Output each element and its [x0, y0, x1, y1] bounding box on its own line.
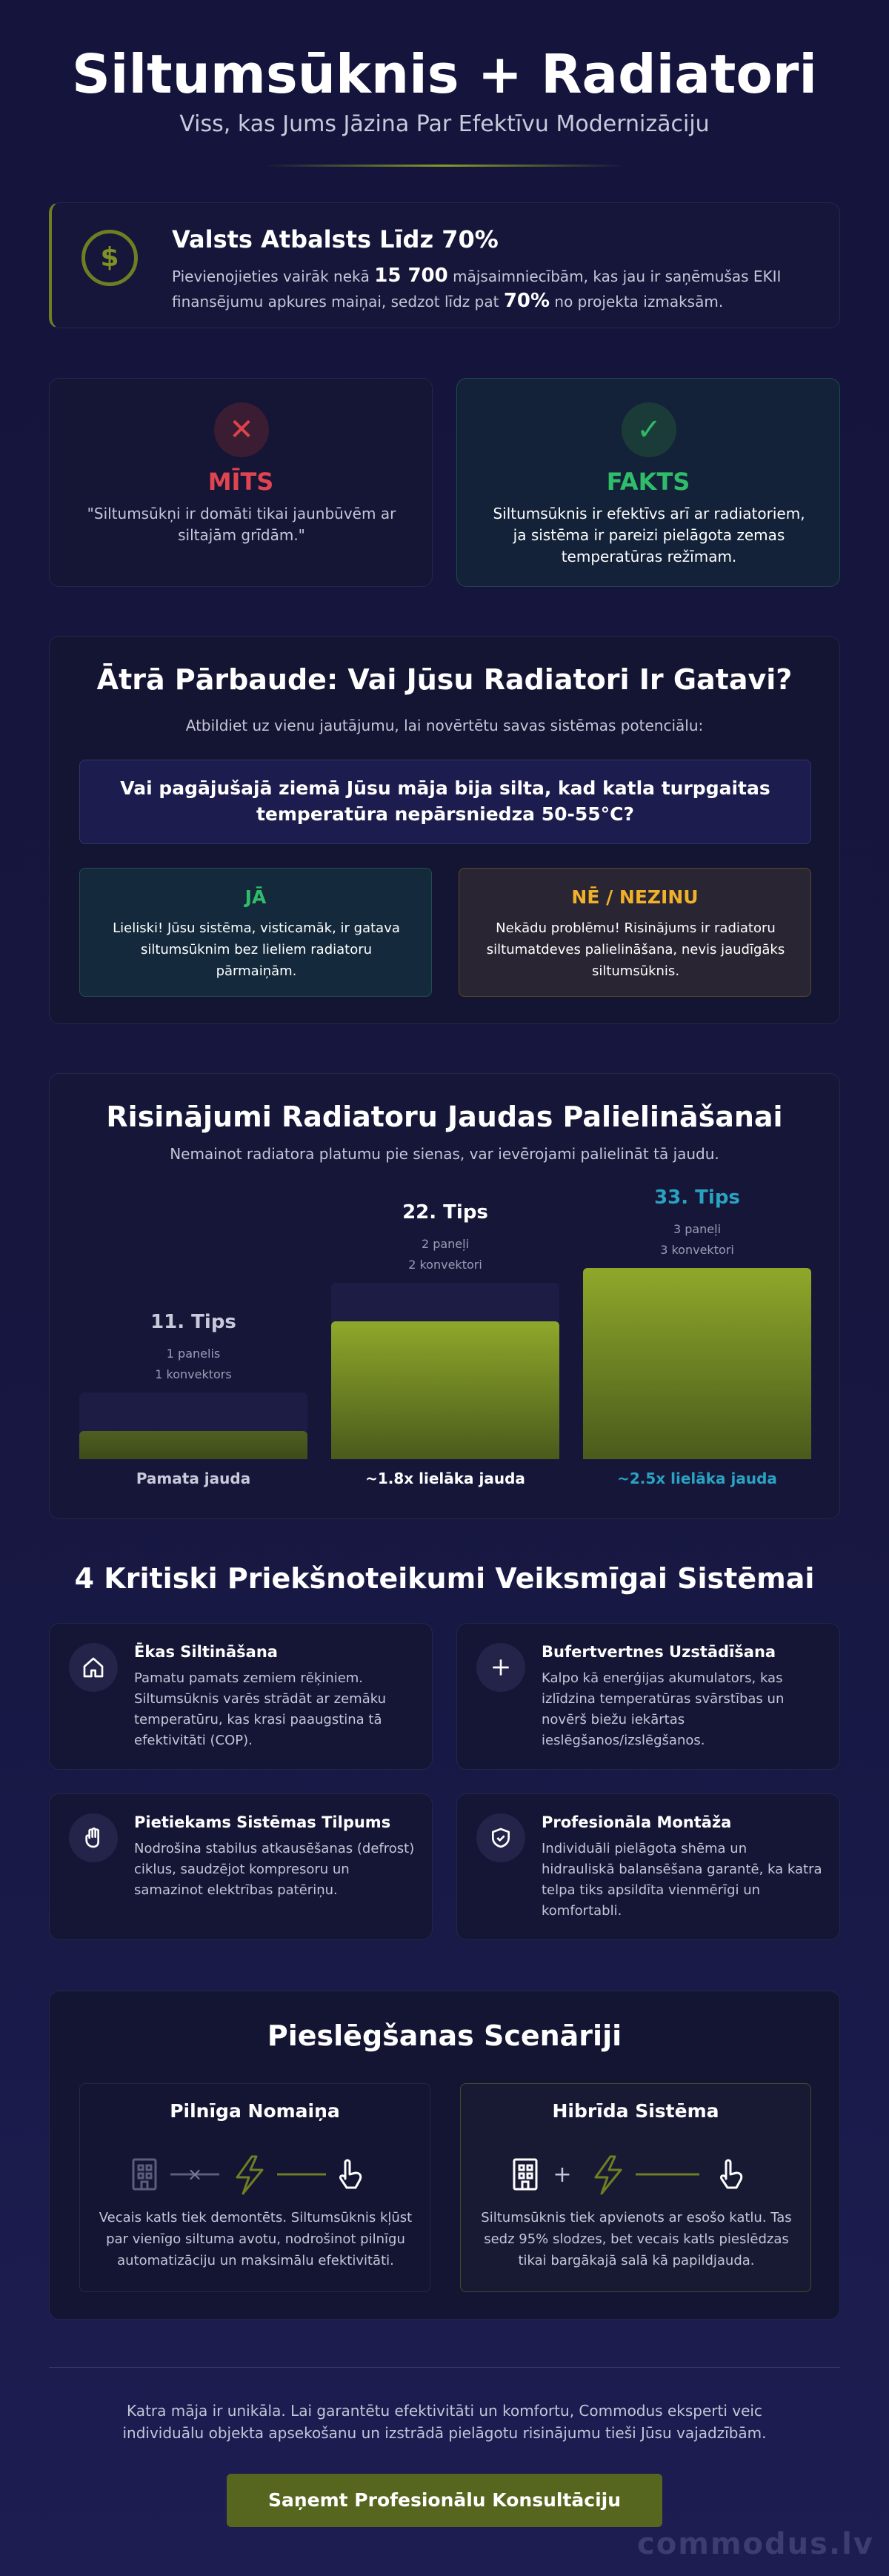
radiator-type-details: 2 paneļi 2 konvektori — [408, 1237, 482, 1272]
myth-heading: MĪTS — [207, 468, 274, 496]
scenario-hybrid-title: Hibrīda Sistēma — [552, 2100, 719, 2122]
quick-check-section — [49, 636, 840, 1024]
closing-text: Katra māja ir unikāla. Lai garantētu efektivitāti un komfortu, Commodus eksperti veic individuālu objekta apsekošanu un izstrādā pielāgotu risinājumu tieši Jūsu vajadzībām. — [122, 2402, 767, 2442]
check-icon: ✓ — [622, 402, 676, 457]
power-bar-track — [79, 1392, 307, 1459]
touch-control-icon — [721, 2160, 741, 2188]
myth-text: "Siltumsūkņi ir domāti tikai jaunbūvēm ar siltajām grīdām." — [87, 505, 396, 544]
hand-icon — [69, 1813, 118, 1862]
power-bar-label: ~2.5x lielāka jauda — [617, 1470, 777, 1487]
page-title: Siltumsūknis + Radiatori — [71, 43, 818, 105]
answer-yes-text: Lieliski! Jūsu sistēma, visticamāk, ir gatava siltumsūknim bez lieliem radiatoru pārmaiņām. — [113, 920, 400, 979]
power-bar-label: Pamata jauda — [136, 1470, 251, 1487]
prerequisite-insulation: Ēkas Siltināšana Pamatu pamats zemiem rēķiniem. Siltumsūknis varēs strādāt ar zemāku temperatūru, kas krasi paaugstina tā efektivitāti (COP). — [49, 1623, 433, 1770]
support-text: Pievienojieties vairāk nekā 15 700 mājsaimniecībām, kas jau ir saņēmušas EKII finansējumu apkures maiņai, sedzot līdz pat 70% no projekta izmaksām. — [172, 265, 782, 312]
page-subtitle: Viss, kas Jums Jāzina Par Efektīvu Modernizāciju — [179, 111, 710, 137]
shield-check-icon — [476, 1813, 525, 1862]
power-bar-label: ~1.8x lielāka jauda — [365, 1470, 525, 1487]
scenarios-title: Pieslēgšanas Scenāriji — [267, 2019, 622, 2052]
power-bar-fill — [583, 1268, 811, 1459]
consultation-button[interactable]: Saņemt Profesionālu Konsultāciju — [227, 2474, 662, 2527]
support-percent: 70% — [503, 290, 550, 312]
quiz-title: Ātrā Pārbaude: Vai Jūsu Radiatori Ir Gatavi? — [96, 663, 793, 696]
power-bar-track — [583, 1268, 811, 1459]
plus-icon — [476, 1643, 525, 1692]
power-bar-track — [331, 1283, 559, 1459]
radiator-type-column — [331, 1074, 559, 1518]
hybrid-system-diagram — [505, 2146, 768, 2198]
combine-mark: + — [553, 2162, 572, 2188]
quiz-question-box — [79, 760, 811, 844]
money-shield-icon: $ — [81, 230, 138, 286]
quiz-intro: Atbildiet uz vienu jautājumu, lai novērtētu savas sistēmas potenciālu: — [185, 717, 704, 734]
fact-heading: FAKTS — [606, 468, 690, 496]
scenario-full-text: Vecais katls tiek demontēts. Siltumsūknis kļūst par vienīgo siltuma avotu, nodrošinot pilnīgu automatizāciju un maksimālu efektivitāti. — [99, 2210, 413, 2268]
support-title: Valsts Atbalsts Līdz 70% — [172, 225, 499, 253]
disconnect-mark: × — [187, 2164, 203, 2185]
scenario-hybrid-text: Siltumsūknis tiek apvienots ar esošo katlu. Tas sedz 95% slodzes, bet vecais katls pieslēdzas tikai bargākajā salā kā papildjauda. — [481, 2210, 792, 2268]
answer-yes — [79, 868, 432, 997]
radiator-type-column — [583, 1074, 811, 1518]
radiator-type-name: 11. Tips — [150, 1311, 236, 1333]
answer-no — [459, 868, 811, 997]
footer-divider — [49, 2367, 840, 2368]
cross-icon: ✕ — [214, 402, 269, 457]
radiator-type-details: 1 panelis 1 konvektors — [155, 1347, 232, 1381]
power-intro: Nemainot radiatora platumu pie sienas, var ievērojami palielināt tā jaudu. — [170, 1145, 719, 1163]
prerequisite-installation: Profesionāla Montāža Individuāli pielāgota shēma un hidrauliskā balansēšana garantē, ka katra telpa tiks apsildīta vienmērīgi un komfortabli. — [456, 1793, 840, 1940]
answer-yes-heading: JĀ — [244, 886, 267, 908]
answer-no-text: Nekādu problēmu! Risinājums ir radiatoru siltumatdeves palielināšana, nevis jaudīgāks siltumsūknis. — [486, 920, 785, 979]
state-support-card — [49, 202, 840, 328]
radiator-type-name: 22. Tips — [402, 1201, 488, 1224]
house-icon — [69, 1643, 118, 1692]
building-icon — [514, 2160, 536, 2189]
fact-card — [456, 378, 840, 587]
scenario-hybrid-system — [460, 2083, 811, 2292]
power-title: Risinājumi Radiatoru Jaudas Palielināšanai — [106, 1101, 783, 1133]
building-icon — [133, 2160, 156, 2189]
quiz-question: Vai pagājušajā ziemā Jūsu māja bija silta, kad katla turpgaitas temperatūra nepārsniedza 50-55°C? — [120, 777, 770, 825]
answer-no-heading: NĒ / NEZINU — [571, 886, 699, 908]
radiator-type-column — [79, 1074, 307, 1518]
brand-watermark: commodus.lv — [637, 2527, 874, 2561]
prerequisites-title: 4 Kritiski Priekšnoteikumi Veiksmīgai Sistēmai — [74, 1562, 815, 1595]
prerequisite-buffer-tank: Bufertvertnes Uzstādīšana Kalpo kā enerģijas akumulators, kas izlīdzina temperatūras svārstības un novērš biežu iekārtas ieslēgšanos/izslēgšanos. — [456, 1623, 840, 1770]
lightning-icon — [237, 2157, 262, 2194]
households-count: 15 700 — [374, 265, 448, 287]
myth-card — [49, 378, 433, 587]
radiator-type-details: 3 paneļi 3 konvektori — [660, 1222, 734, 1257]
scenario-full-replacement — [79, 2083, 430, 2292]
scenario-full-title: Pilnīga Nomaiņa — [170, 2100, 340, 2122]
lightning-icon — [596, 2157, 621, 2194]
power-bar-fill — [331, 1321, 559, 1459]
radiator-power-section — [49, 1073, 840, 1519]
touch-control-icon — [340, 2160, 360, 2188]
connection-scenarios — [49, 1991, 840, 2320]
full-replacement-diagram — [124, 2146, 387, 2198]
power-bar-fill — [79, 1431, 307, 1459]
radiator-type-name: 33. Tips — [654, 1186, 740, 1209]
fact-text: Siltumsūknis ir efektīvs arī ar radiatoriem, ja sistēma ir pareizi pielāgota zemas temperatūras režīmam. — [493, 505, 805, 565]
title-divider — [264, 165, 625, 167]
prerequisite-system-volume: Pietiekams Sistēmas Tilpums Nodrošina stabilus atkausēšanas (defrost) ciklus, saudzējot kompresoru un samazinot elektrības patēriņu. — [49, 1793, 433, 1940]
